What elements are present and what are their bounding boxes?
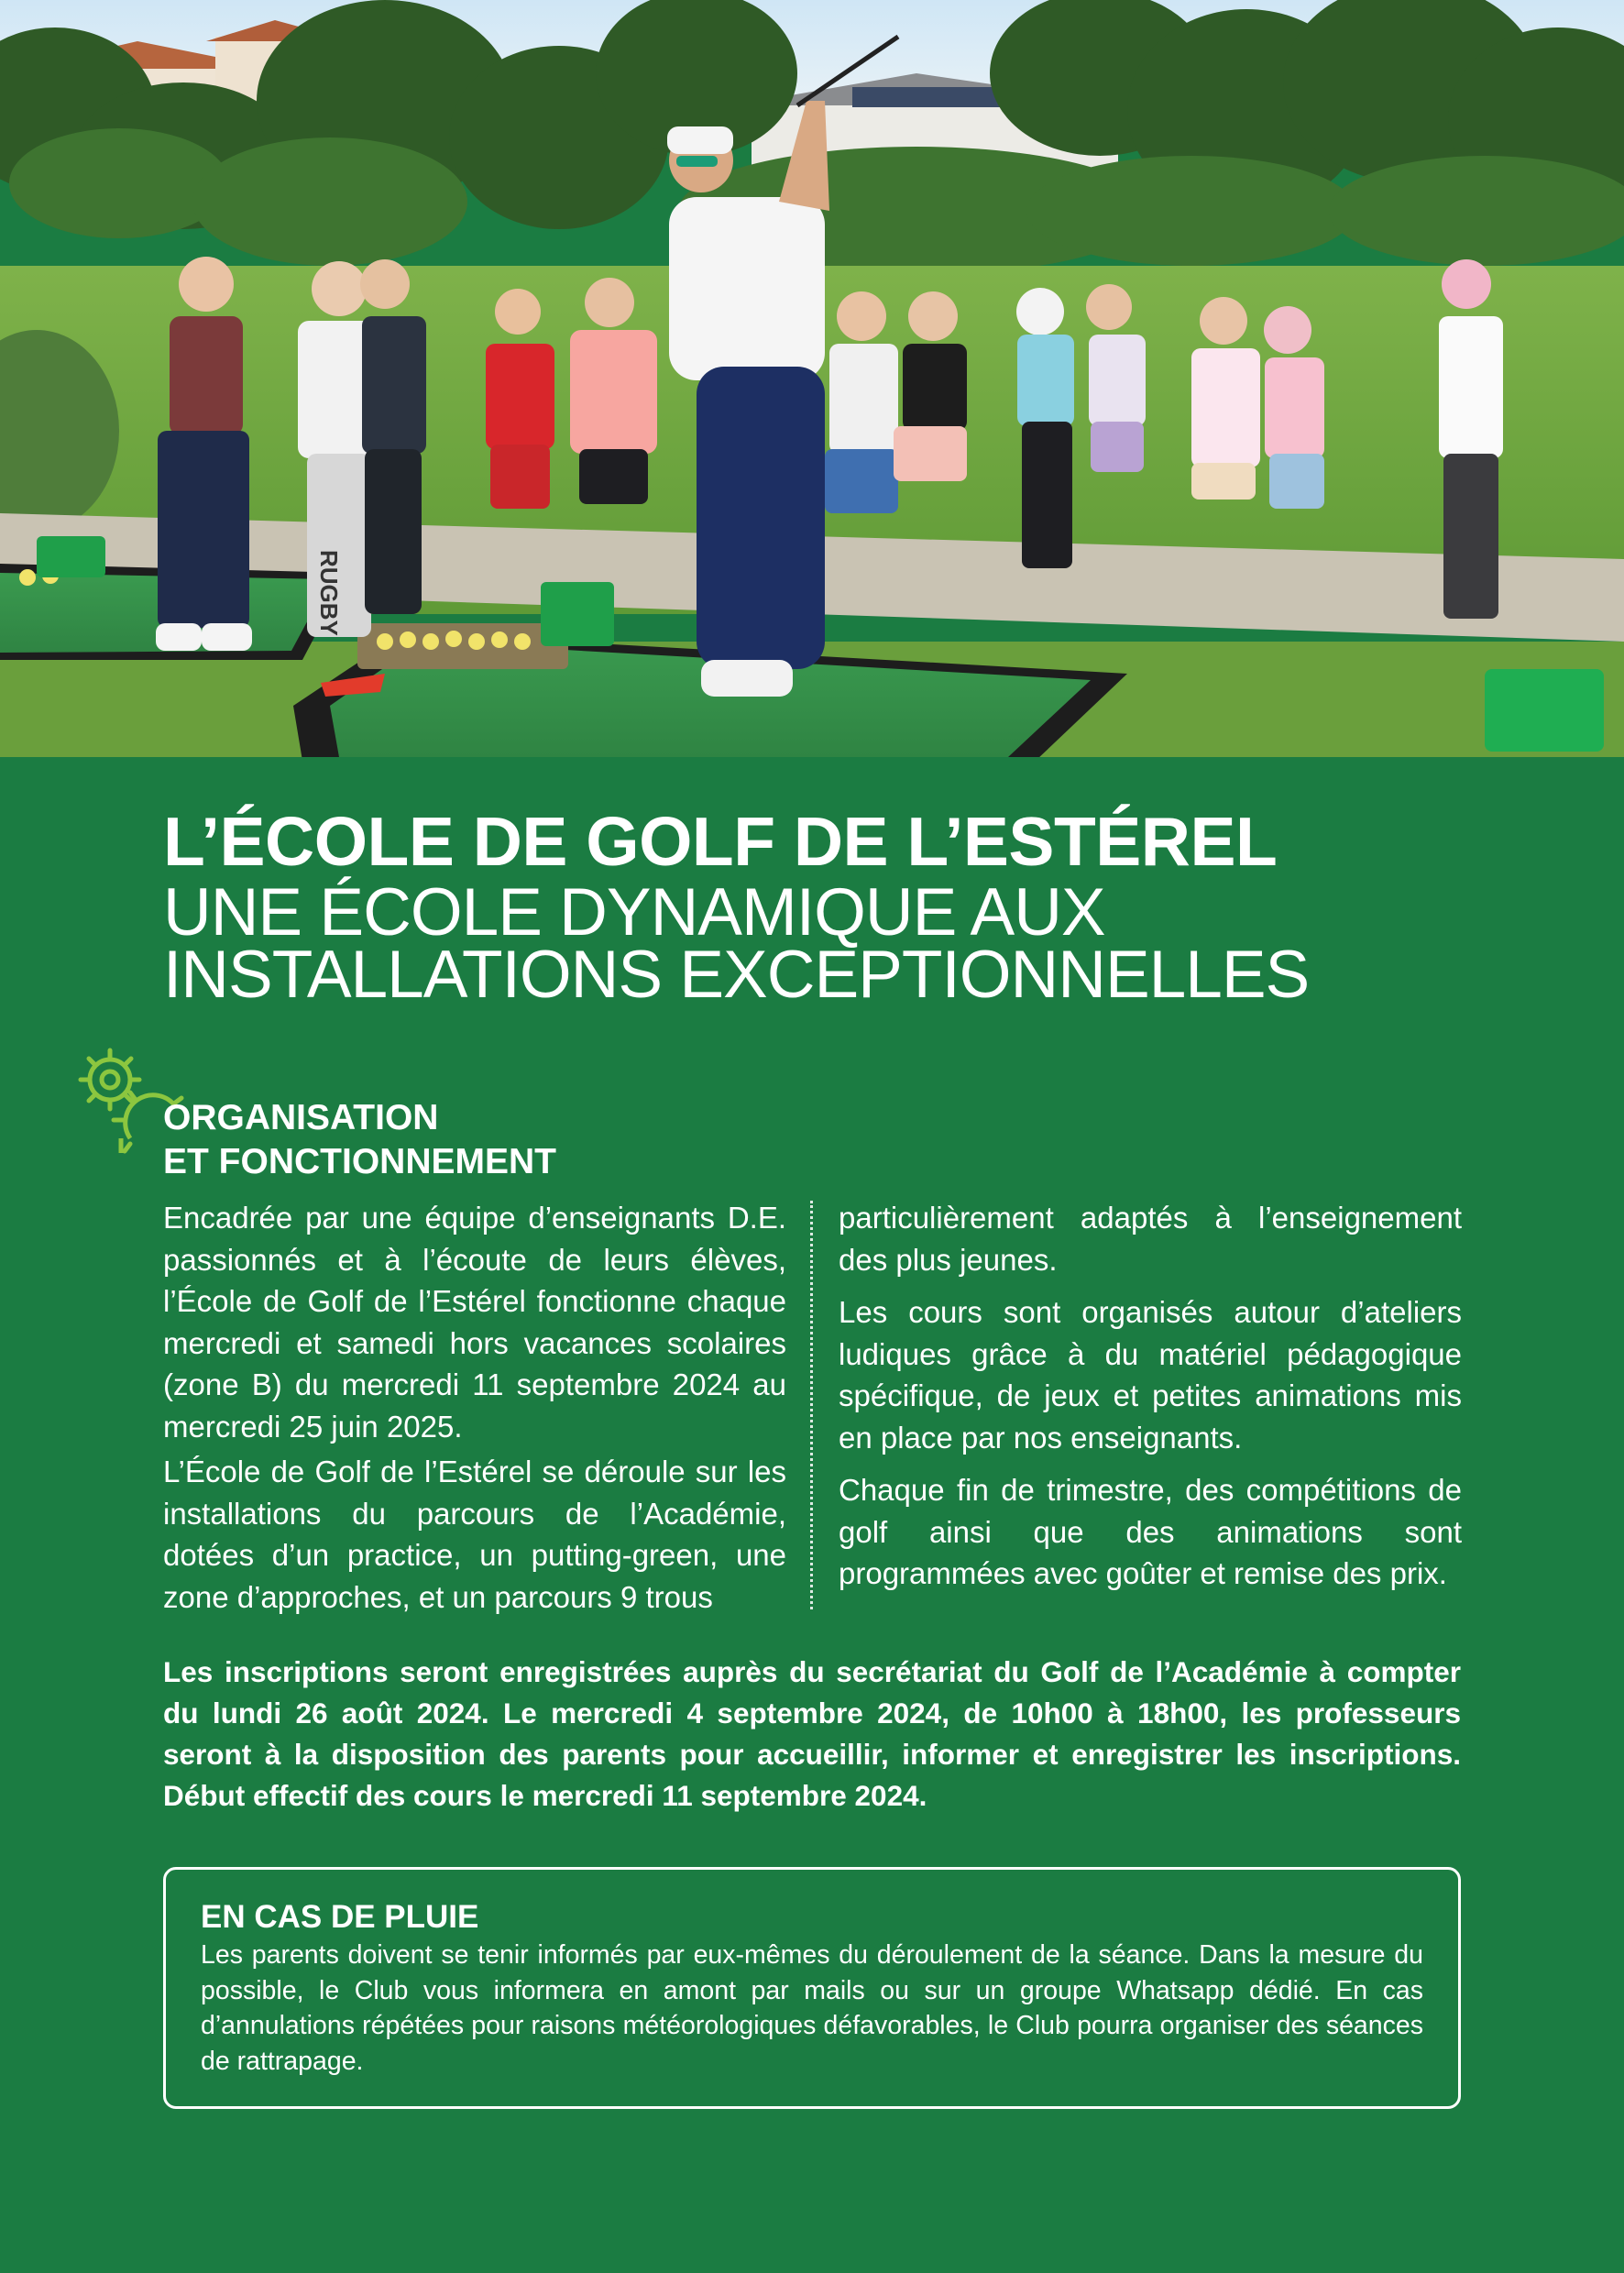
column-divider (810, 1201, 813, 1609)
rain-box-title: EN CAS DE PLUIE (201, 1899, 479, 1935)
page-subtitle (163, 875, 1465, 1012)
registration-notice: Les inscriptions seront enregistrées auprès du secrétariat du Golf de l’Académie à compter du lundi 26 août 2024. Le mercredi 4 septembre 2024, de 10h00 à 18h00, les professeurs seront à la disposition des parents pour accueillir, informer et enregistrer les inscriptions. Début effectif des cours le mercredi 11 septembre 2024. (163, 1655, 1461, 1812)
page-title: L’ÉCOLE DE GOLF DE L’ESTÉREL (163, 803, 1278, 880)
rain-info-box (163, 1867, 1461, 2109)
section-heading-line-2: ET FONCTIONNEMENT (163, 1142, 556, 1181)
body-column-left (163, 1197, 786, 1629)
rain-box-text: Les parents doivent se tenir informés par eux-mêmes du déroulement de la séance. Dans la mesure du possible, le Club vous informera en amont par mails ou sur un groupe Whatsapp dédié. En cas d’annulations répétées pour raisons météorologiques défavorables, le Club pourra organiser des séances de rattrapage. (201, 1940, 1423, 2076)
subtitle-line-2: INSTALLATIONS EXCEPTIONNELLES (163, 938, 1310, 1012)
title-block (163, 803, 1465, 1012)
body-paragraph: Encadrée par une équipe d’enseignants D.E. passionnés et à l’écoute de leurs élèves, l’École de Golf de l’Estérel fonctionne chaque mercredi et samedi hors vacances scolaires (zone B) du mercredi 11 septembre 2024 au mercredi 25 juin 2025. (163, 1201, 786, 1444)
golf-photo (0, 0, 1624, 757)
body-column-right (839, 1197, 1462, 1606)
body-paragraph: L’École de Golf de l’Estérel se déroule sur les installations du parcours de l’Académie, dotées d’un practice, un putting-green, une zone d’approches, et un parcours 9 trous (163, 1455, 786, 1614)
rugby-shirt-text: RUGBY (315, 550, 343, 636)
section-heading (163, 1096, 556, 1184)
body-paragraph: Chaque fin de trimestre, des compétitions de golf ainsi que des animations sont programmées avec goûter et remise des prix. (839, 1473, 1462, 1590)
section-heading-line-1: ORGANISATION (163, 1098, 439, 1137)
body-paragraph: Les cours sont organisés autour d’ateliers ludiques grâce à du matériel pédagogique spécifique, de jeux et petites animations mis en place par nos enseignants. (839, 1295, 1462, 1455)
body-paragraph: particulièrement adaptés à l’enseignement des plus jeunes. (839, 1201, 1462, 1277)
subtitle-line-1: UNE ÉCOLE DYNAMIQUE AUX (163, 875, 1105, 950)
